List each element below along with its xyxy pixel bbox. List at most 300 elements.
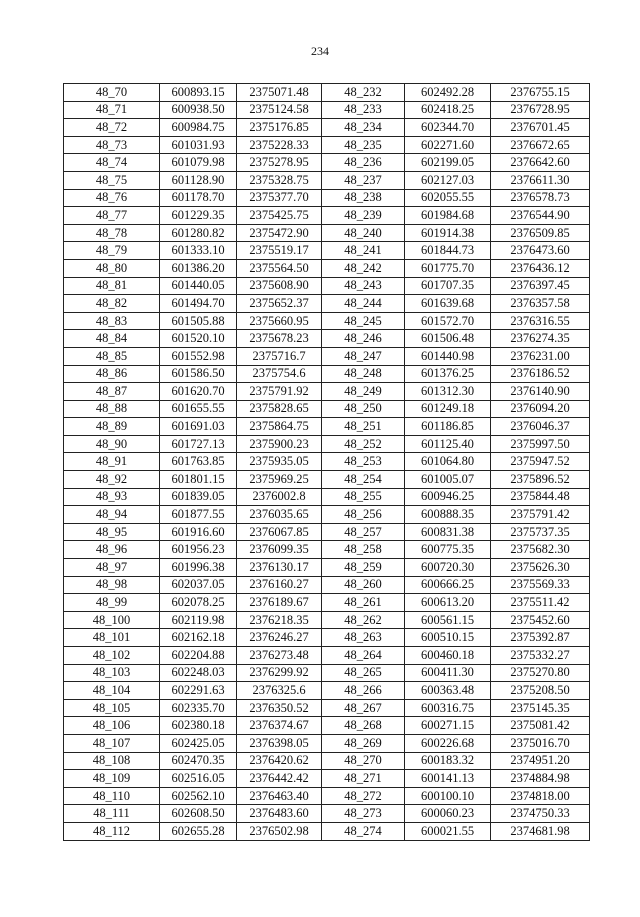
table-cell-point-id-right: 48_271	[322, 770, 405, 788]
table-cell-y-coord-right: 2376140.90	[491, 383, 590, 401]
table-cell-y-coord-right: 2374681.98	[491, 822, 590, 840]
table-row	[64, 822, 590, 840]
table-cell-point-id-left: 48_95	[64, 523, 160, 541]
table-cell-x-coord-left: 601552.98	[160, 347, 237, 365]
table-cell-y-coord-right: 2375145.35	[491, 699, 590, 717]
table-cell-y-coord-left: 2375791.92	[237, 383, 322, 401]
table-cell-y-coord-left: 2376420.62	[237, 752, 322, 770]
table-cell-point-id-right: 48_251	[322, 418, 405, 436]
table-row	[64, 383, 590, 401]
table-cell-point-id-right: 48_253	[322, 453, 405, 471]
table-cell-y-coord-left: 2376350.52	[237, 699, 322, 717]
table-cell-y-coord-left: 2375660.95	[237, 312, 322, 330]
table-cell-x-coord-right: 601440.98	[405, 347, 491, 365]
table-cell-x-coord-right: 600561.15	[405, 611, 491, 629]
table-cell-y-coord-left: 2375652.37	[237, 295, 322, 313]
table-cell-x-coord-right: 600666.25	[405, 576, 491, 594]
table-cell-y-coord-right: 2376316.55	[491, 312, 590, 330]
table-cell-y-coord-right: 2375791.42	[491, 506, 590, 524]
table-cell-x-coord-right: 601064.80	[405, 453, 491, 471]
table-cell-x-coord-left: 602562.10	[160, 787, 237, 805]
table-cell-point-id-left: 48_73	[64, 136, 160, 154]
table-row	[64, 559, 590, 577]
table-cell-y-coord-left: 2375716.7	[237, 347, 322, 365]
table-cell-x-coord-left: 602608.50	[160, 805, 237, 823]
table-cell-x-coord-right: 600021.55	[405, 822, 491, 840]
table-cell-point-id-left: 48_106	[64, 717, 160, 735]
table-row	[64, 136, 590, 154]
table-cell-point-id-right: 48_273	[322, 805, 405, 823]
table-cell-x-coord-left: 601801.15	[160, 471, 237, 489]
table-cell-y-coord-right: 2375452.60	[491, 611, 590, 629]
table-row	[64, 787, 590, 805]
table-cell-y-coord-right: 2374951.20	[491, 752, 590, 770]
table-cell-point-id-right: 48_268	[322, 717, 405, 735]
table-cell-y-coord-right: 2376357.58	[491, 295, 590, 313]
table-cell-point-id-left: 48_88	[64, 400, 160, 418]
table-cell-x-coord-left: 601386.20	[160, 259, 237, 277]
table-cell-x-coord-left: 600984.75	[160, 119, 237, 137]
table-cell-x-coord-left: 601031.93	[160, 136, 237, 154]
table-cell-y-coord-left: 2375564.50	[237, 259, 322, 277]
table-cell-x-coord-right: 602271.60	[405, 136, 491, 154]
table-cell-x-coord-left: 602078.25	[160, 594, 237, 612]
table-cell-y-coord-left: 2376067.85	[237, 523, 322, 541]
table-cell-point-id-right: 48_267	[322, 699, 405, 717]
table-row	[64, 664, 590, 682]
table-row	[64, 330, 590, 348]
table-cell-y-coord-right: 2375511.42	[491, 594, 590, 612]
table-cell-point-id-left: 48_70	[64, 84, 160, 102]
table-cell-point-id-left: 48_78	[64, 224, 160, 242]
table-row	[64, 207, 590, 225]
table-cell-y-coord-right: 2376642.60	[491, 154, 590, 172]
table-cell-point-id-right: 48_239	[322, 207, 405, 225]
table-cell-point-id-right: 48_237	[322, 171, 405, 189]
table-cell-point-id-right: 48_234	[322, 119, 405, 137]
table-cell-y-coord-right: 2375896.52	[491, 471, 590, 489]
table-cell-point-id-right: 48_258	[322, 541, 405, 559]
table-row	[64, 295, 590, 313]
table-cell-y-coord-left: 2376502.98	[237, 822, 322, 840]
table-cell-point-id-right: 48_254	[322, 471, 405, 489]
table-cell-point-id-right: 48_245	[322, 312, 405, 330]
table-cell-y-coord-right: 2375997.50	[491, 435, 590, 453]
table-cell-point-id-left: 48_111	[64, 805, 160, 823]
table-cell-y-coord-left: 2375425.75	[237, 207, 322, 225]
table-cell-x-coord-left: 602248.03	[160, 664, 237, 682]
table-cell-x-coord-right: 600613.20	[405, 594, 491, 612]
table-cell-point-id-right: 48_241	[322, 242, 405, 260]
table-cell-point-id-left: 48_89	[64, 418, 160, 436]
table-cell-x-coord-right: 600888.35	[405, 506, 491, 524]
table-cell-x-coord-right: 601312.30	[405, 383, 491, 401]
table-cell-point-id-left: 48_112	[64, 822, 160, 840]
table-cell-y-coord-left: 2376246.27	[237, 629, 322, 647]
table-row	[64, 541, 590, 559]
table-row	[64, 629, 590, 647]
table-cell-point-id-right: 48_240	[322, 224, 405, 242]
table-cell-y-coord-left: 2376442.42	[237, 770, 322, 788]
table-cell-y-coord-right: 2376186.52	[491, 365, 590, 383]
table-cell-point-id-left: 48_101	[64, 629, 160, 647]
table-cell-x-coord-left: 601505.88	[160, 312, 237, 330]
coordinates-table	[63, 83, 590, 841]
table-cell-point-id-right: 48_266	[322, 682, 405, 700]
table-cell-y-coord-left: 2375608.90	[237, 277, 322, 295]
table-row	[64, 242, 590, 260]
table-row	[64, 805, 590, 823]
table-cell-y-coord-left: 2375377.70	[237, 189, 322, 207]
table-cell-x-coord-right: 601572.70	[405, 312, 491, 330]
table-cell-x-coord-left: 601178.70	[160, 189, 237, 207]
table-cell-y-coord-left: 2376099.35	[237, 541, 322, 559]
table-cell-x-coord-left: 601440.05	[160, 277, 237, 295]
table-cell-x-coord-left: 601691.03	[160, 418, 237, 436]
table-cell-y-coord-right: 2375569.33	[491, 576, 590, 594]
table-cell-y-coord-left: 2376160.27	[237, 576, 322, 594]
table-cell-x-coord-left: 600938.50	[160, 101, 237, 119]
table-cell-x-coord-left: 602380.18	[160, 717, 237, 735]
table-cell-point-id-left: 48_98	[64, 576, 160, 594]
table-cell-y-coord-left: 2376374.67	[237, 717, 322, 735]
table-cell-point-id-right: 48_261	[322, 594, 405, 612]
table-cell-x-coord-right: 600460.18	[405, 647, 491, 665]
table-cell-y-coord-right: 2375392.87	[491, 629, 590, 647]
table-cell-x-coord-right: 600100.10	[405, 787, 491, 805]
table-cell-y-coord-left: 2376398.05	[237, 734, 322, 752]
table-row	[64, 224, 590, 242]
table-cell-x-coord-left: 601586.50	[160, 365, 237, 383]
table-cell-y-coord-right: 2375270.80	[491, 664, 590, 682]
table-cell-x-coord-left: 602425.05	[160, 734, 237, 752]
table-cell-y-coord-left: 2376299.92	[237, 664, 322, 682]
table-cell-y-coord-right: 2375737.35	[491, 523, 590, 541]
table-cell-y-coord-left: 2375519.17	[237, 242, 322, 260]
table-row	[64, 154, 590, 172]
table-row	[64, 400, 590, 418]
table-cell-y-coord-left: 2376483.60	[237, 805, 322, 823]
table-row	[64, 488, 590, 506]
table-cell-y-coord-left: 2376130.17	[237, 559, 322, 577]
table-cell-y-coord-left: 2375228.33	[237, 136, 322, 154]
table-cell-y-coord-left: 2375969.25	[237, 471, 322, 489]
table-row	[64, 259, 590, 277]
table-cell-point-id-left: 48_105	[64, 699, 160, 717]
table-cell-point-id-right: 48_249	[322, 383, 405, 401]
table-cell-point-id-left: 48_79	[64, 242, 160, 260]
table-row	[64, 171, 590, 189]
table-cell-point-id-right: 48_262	[322, 611, 405, 629]
table-cell-x-coord-right: 601844.73	[405, 242, 491, 260]
table-cell-x-coord-left: 601727.13	[160, 435, 237, 453]
table-cell-x-coord-right: 601249.18	[405, 400, 491, 418]
table-cell-point-id-left: 48_84	[64, 330, 160, 348]
table-row	[64, 365, 590, 383]
table-cell-point-id-left: 48_80	[64, 259, 160, 277]
table-cell-x-coord-left: 602335.70	[160, 699, 237, 717]
table-cell-y-coord-right: 2374818.00	[491, 787, 590, 805]
table-cell-y-coord-left: 2375900.23	[237, 435, 322, 453]
table-cell-point-id-left: 48_85	[64, 347, 160, 365]
table-cell-x-coord-right: 602344.70	[405, 119, 491, 137]
table-cell-y-coord-left: 2375472.90	[237, 224, 322, 242]
table-cell-x-coord-right: 601506.48	[405, 330, 491, 348]
table-cell-x-coord-right: 600183.32	[405, 752, 491, 770]
table-cell-y-coord-right: 2376231.00	[491, 347, 590, 365]
table-cell-y-coord-left: 2376325.6	[237, 682, 322, 700]
table-cell-x-coord-left: 601620.70	[160, 383, 237, 401]
table-cell-x-coord-right: 602492.28	[405, 84, 491, 102]
table-cell-y-coord-left: 2375828.65	[237, 400, 322, 418]
table-row	[64, 699, 590, 717]
table-cell-x-coord-right: 600316.75	[405, 699, 491, 717]
table-cell-point-id-right: 48_259	[322, 559, 405, 577]
table-cell-x-coord-left: 600893.15	[160, 84, 237, 102]
table-cell-y-coord-right: 2375626.30	[491, 559, 590, 577]
table-row	[64, 312, 590, 330]
table-row	[64, 647, 590, 665]
table-row	[64, 506, 590, 524]
table-cell-x-coord-right: 601775.70	[405, 259, 491, 277]
table-cell-y-coord-right: 2375947.52	[491, 453, 590, 471]
table-cell-point-id-right: 48_263	[322, 629, 405, 647]
table-cell-x-coord-right: 600226.68	[405, 734, 491, 752]
table-cell-point-id-left: 48_71	[64, 101, 160, 119]
table-cell-y-coord-right: 2376274.35	[491, 330, 590, 348]
table-cell-point-id-left: 48_102	[64, 647, 160, 665]
table-cell-y-coord-right: 2376755.15	[491, 84, 590, 102]
table-cell-x-coord-left: 601839.05	[160, 488, 237, 506]
table-cell-x-coord-right: 600141.13	[405, 770, 491, 788]
table-cell-x-coord-left: 601494.70	[160, 295, 237, 313]
table-cell-point-id-left: 48_108	[64, 752, 160, 770]
table-cell-x-coord-right: 600510.15	[405, 629, 491, 647]
table-cell-point-id-right: 48_256	[322, 506, 405, 524]
table-cell-x-coord-left: 601128.90	[160, 171, 237, 189]
table-row	[64, 189, 590, 207]
table-cell-point-id-right: 48_232	[322, 84, 405, 102]
table-cell-x-coord-right: 600060.23	[405, 805, 491, 823]
table-cell-point-id-left: 48_76	[64, 189, 160, 207]
table-cell-point-id-left: 48_77	[64, 207, 160, 225]
table-cell-y-coord-right: 2376728.95	[491, 101, 590, 119]
table-cell-y-coord-right: 2375332.27	[491, 647, 590, 665]
table-cell-point-id-right: 48_265	[322, 664, 405, 682]
table-cell-y-coord-left: 2375071.48	[237, 84, 322, 102]
table-cell-point-id-right: 48_264	[322, 647, 405, 665]
table-cell-point-id-left: 48_87	[64, 383, 160, 401]
table-row	[64, 682, 590, 700]
table-cell-point-id-left: 48_83	[64, 312, 160, 330]
table-cell-point-id-left: 48_104	[64, 682, 160, 700]
table-cell-x-coord-right: 601125.40	[405, 435, 491, 453]
table-cell-point-id-left: 48_96	[64, 541, 160, 559]
table-cell-point-id-right: 48_272	[322, 787, 405, 805]
table-cell-y-coord-right: 2376397.45	[491, 277, 590, 295]
table-cell-y-coord-right: 2376473.60	[491, 242, 590, 260]
table-cell-x-coord-right: 601914.38	[405, 224, 491, 242]
table-cell-x-coord-left: 601333.10	[160, 242, 237, 260]
table-cell-point-id-right: 48_270	[322, 752, 405, 770]
table-cell-x-coord-right: 602127.03	[405, 171, 491, 189]
table-cell-point-id-left: 48_97	[64, 559, 160, 577]
table-cell-point-id-right: 48_257	[322, 523, 405, 541]
table-cell-x-coord-left: 601079.98	[160, 154, 237, 172]
table-cell-point-id-left: 48_81	[64, 277, 160, 295]
table-cell-y-coord-right: 2375208.50	[491, 682, 590, 700]
table-cell-x-coord-left: 601229.35	[160, 207, 237, 225]
table-cell-y-coord-right: 2374884.98	[491, 770, 590, 788]
table-cell-point-id-left: 48_94	[64, 506, 160, 524]
table-cell-y-coord-left: 2376273.48	[237, 647, 322, 665]
table-cell-point-id-left: 48_109	[64, 770, 160, 788]
table-cell-y-coord-right: 2376578.73	[491, 189, 590, 207]
table-row	[64, 752, 590, 770]
table-cell-point-id-right: 48_235	[322, 136, 405, 154]
table-cell-y-coord-left: 2375935.05	[237, 453, 322, 471]
table-cell-y-coord-left: 2375754.6	[237, 365, 322, 383]
table-cell-y-coord-right: 2376672.65	[491, 136, 590, 154]
table-cell-point-id-left: 48_93	[64, 488, 160, 506]
table-cell-y-coord-left: 2375328.75	[237, 171, 322, 189]
table-cell-y-coord-right: 2375844.48	[491, 488, 590, 506]
table-row	[64, 347, 590, 365]
table-cell-x-coord-right: 601186.85	[405, 418, 491, 436]
table-cell-x-coord-left: 601655.55	[160, 400, 237, 418]
table-cell-y-coord-right: 2376436.12	[491, 259, 590, 277]
table-cell-x-coord-left: 601956.23	[160, 541, 237, 559]
table-row	[64, 717, 590, 735]
table-cell-y-coord-right: 2374750.33	[491, 805, 590, 823]
table-row	[64, 523, 590, 541]
table-cell-x-coord-right: 601984.68	[405, 207, 491, 225]
table-cell-point-id-left: 48_91	[64, 453, 160, 471]
table-cell-point-id-right: 48_236	[322, 154, 405, 172]
table-cell-x-coord-left: 602516.05	[160, 770, 237, 788]
table-cell-point-id-left: 48_92	[64, 471, 160, 489]
table-row	[64, 84, 590, 102]
table-row	[64, 453, 590, 471]
table-cell-x-coord-left: 601280.82	[160, 224, 237, 242]
table-cell-x-coord-left: 602162.18	[160, 629, 237, 647]
table-cell-x-coord-left: 602119.98	[160, 611, 237, 629]
table-cell-x-coord-right: 601376.25	[405, 365, 491, 383]
table-cell-point-id-right: 48_233	[322, 101, 405, 119]
table-cell-y-coord-left: 2376002.8	[237, 488, 322, 506]
table-row	[64, 770, 590, 788]
table-cell-point-id-right: 48_242	[322, 259, 405, 277]
table-cell-y-coord-left: 2376463.40	[237, 787, 322, 805]
table-cell-point-id-left: 48_103	[64, 664, 160, 682]
table-cell-y-coord-right: 2376544.90	[491, 207, 590, 225]
table-row	[64, 734, 590, 752]
table-cell-x-coord-left: 601996.38	[160, 559, 237, 577]
table-cell-x-coord-left: 602291.63	[160, 682, 237, 700]
table-cell-x-coord-right: 600946.25	[405, 488, 491, 506]
table-cell-y-coord-left: 2375176.85	[237, 119, 322, 137]
table-cell-y-coord-left: 2376189.67	[237, 594, 322, 612]
page-number: 234	[311, 44, 329, 58]
table-cell-y-coord-left: 2375864.75	[237, 418, 322, 436]
table-cell-y-coord-left: 2375678.23	[237, 330, 322, 348]
table-cell-point-id-right: 48_260	[322, 576, 405, 594]
table-cell-y-coord-left: 2375124.58	[237, 101, 322, 119]
table-cell-y-coord-left: 2376035.65	[237, 506, 322, 524]
table-cell-x-coord-left: 601877.55	[160, 506, 237, 524]
table-cell-y-coord-left: 2375278.95	[237, 154, 322, 172]
table-cell-point-id-left: 48_82	[64, 295, 160, 313]
table-row	[64, 435, 590, 453]
table-row	[64, 119, 590, 137]
table-row	[64, 277, 590, 295]
table-cell-point-id-right: 48_255	[322, 488, 405, 506]
table-row	[64, 418, 590, 436]
table-cell-x-coord-right: 600271.15	[405, 717, 491, 735]
table-cell-x-coord-right: 600363.48	[405, 682, 491, 700]
table-row	[64, 594, 590, 612]
table-cell-x-coord-left: 601763.85	[160, 453, 237, 471]
table-cell-x-coord-right: 601005.07	[405, 471, 491, 489]
table-cell-point-id-right: 48_243	[322, 277, 405, 295]
table-cell-x-coord-left: 602470.35	[160, 752, 237, 770]
table-cell-point-id-left: 48_99	[64, 594, 160, 612]
table-cell-x-coord-left: 601520.10	[160, 330, 237, 348]
table-cell-y-coord-right: 2376701.45	[491, 119, 590, 137]
table-cell-x-coord-left: 601916.60	[160, 523, 237, 541]
table-cell-y-coord-right: 2375081.42	[491, 717, 590, 735]
table-cell-x-coord-right: 600411.30	[405, 664, 491, 682]
table-cell-point-id-right: 48_238	[322, 189, 405, 207]
table-cell-point-id-right: 48_246	[322, 330, 405, 348]
table-cell-x-coord-right: 602055.55	[405, 189, 491, 207]
table-cell-point-id-right: 48_250	[322, 400, 405, 418]
table-cell-y-coord-right: 2376094.20	[491, 400, 590, 418]
table-cell-point-id-right: 48_247	[322, 347, 405, 365]
table-cell-point-id-left: 48_110	[64, 787, 160, 805]
table-cell-x-coord-right: 600720.30	[405, 559, 491, 577]
table-cell-x-coord-left: 602655.28	[160, 822, 237, 840]
table-cell-point-id-right: 48_269	[322, 734, 405, 752]
table-cell-point-id-left: 48_86	[64, 365, 160, 383]
table-cell-x-coord-right: 600831.38	[405, 523, 491, 541]
table-cell-point-id-right: 48_252	[322, 435, 405, 453]
table-cell-x-coord-right: 602418.25	[405, 101, 491, 119]
table-row	[64, 471, 590, 489]
table-cell-point-id-left: 48_72	[64, 119, 160, 137]
table-row	[64, 101, 590, 119]
table-row	[64, 611, 590, 629]
table-row	[64, 576, 590, 594]
coordinates-table-body	[64, 84, 590, 841]
table-cell-y-coord-right: 2375682.30	[491, 541, 590, 559]
table-cell-point-id-right: 48_244	[322, 295, 405, 313]
table-cell-y-coord-left: 2376218.35	[237, 611, 322, 629]
table-cell-x-coord-right: 601639.68	[405, 295, 491, 313]
table-cell-point-id-left: 48_74	[64, 154, 160, 172]
table-cell-point-id-left: 48_107	[64, 734, 160, 752]
table-cell-y-coord-right: 2376509.85	[491, 224, 590, 242]
table-cell-x-coord-right: 601707.35	[405, 277, 491, 295]
table-cell-x-coord-right: 602199.05	[405, 154, 491, 172]
table-cell-x-coord-left: 602037.05	[160, 576, 237, 594]
table-cell-point-id-right: 48_248	[322, 365, 405, 383]
table-cell-y-coord-right: 2375016.70	[491, 734, 590, 752]
table-cell-y-coord-right: 2376046.37	[491, 418, 590, 436]
table-cell-x-coord-right: 600775.35	[405, 541, 491, 559]
table-cell-point-id-left: 48_75	[64, 171, 160, 189]
table-cell-point-id-left: 48_90	[64, 435, 160, 453]
